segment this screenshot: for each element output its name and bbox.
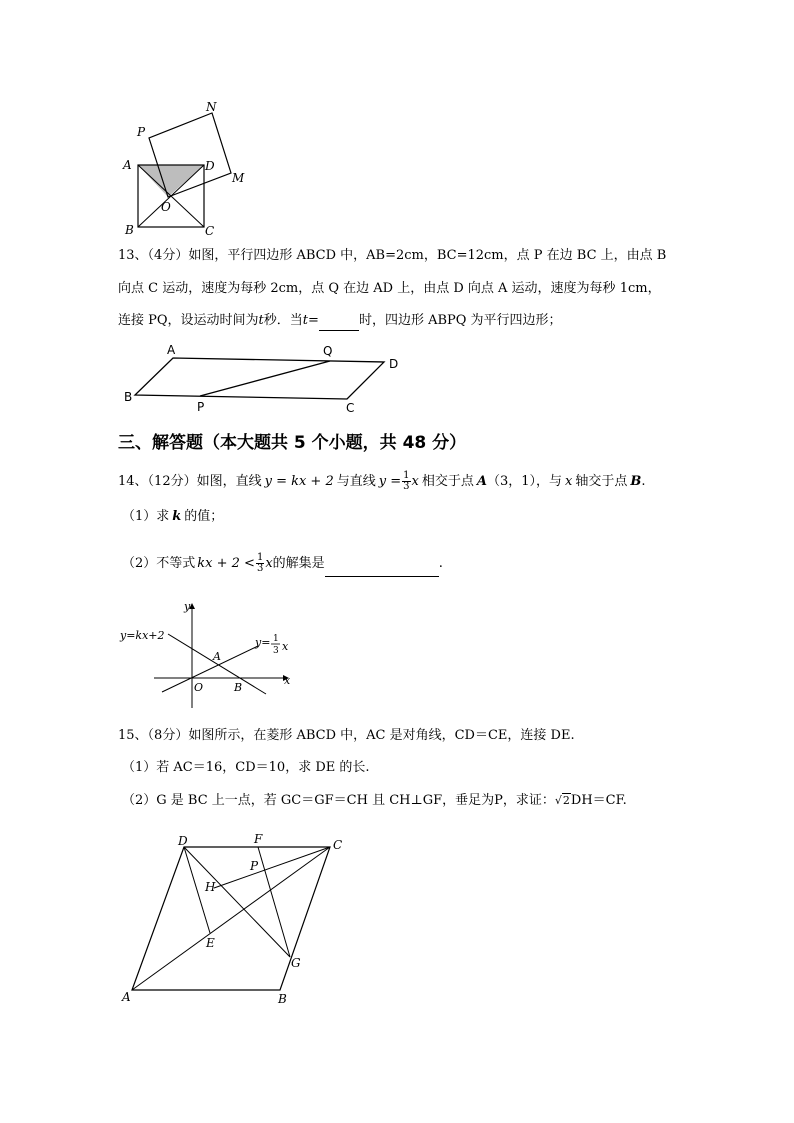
- label-Q: Q: [323, 344, 333, 358]
- q13-answer-blank[interactable]: [319, 312, 359, 331]
- label-B: B: [234, 681, 243, 694]
- label-A: A: [167, 343, 176, 357]
- q14-line1-a: 14、（12分）如图，直线: [118, 474, 262, 489]
- q14-line1-b: 与直线: [336, 474, 376, 489]
- figure-q14: [118, 598, 298, 710]
- label-C: C: [346, 401, 355, 415]
- q13-line3-d: 时，四边形 ABPQ 为平行四边形；: [358, 313, 562, 328]
- label-G: G: [291, 956, 301, 970]
- q14-part2: [122, 552, 443, 577]
- y-axis-label: y: [184, 600, 191, 613]
- q15-part2-a: （2）G 是 BC 上一点，若 GC＝GF＝CH 且 CH⊥GF，垂足为P，求证：: [122, 793, 555, 808]
- label-N: N: [206, 100, 217, 114]
- q13-line3-c: =: [308, 313, 319, 328]
- q15-part2-b: DH＝CF.: [570, 793, 627, 808]
- q14-part2-b: 的解集是: [272, 556, 325, 571]
- q13-line3-b: 秒．当: [263, 313, 303, 328]
- figure-q15: [118, 830, 358, 1010]
- q14-fraction: [402, 471, 410, 492]
- label-P: P: [250, 859, 259, 873]
- q13-line2: 向点 C 运动，速度为每秒 2cm，点 Q 在边 AD 上，由点 D 向点 A 运动，速度为每秒 1cm，: [118, 281, 661, 296]
- line2-frac-num: 1: [273, 634, 279, 644]
- label-A: A: [213, 650, 221, 663]
- q13-var-t: t: [258, 313, 264, 328]
- q15-part1: （1）若 AC＝16，CD＝10，求 DE 的长.: [122, 760, 370, 775]
- q13-line3: [118, 312, 562, 331]
- q14-part1-b: 的值；: [184, 509, 224, 524]
- q14-eq1: y = kx + 2: [264, 474, 334, 489]
- label-H: H: [205, 880, 216, 894]
- q13-line3-a: 连接 PQ，设运动时间为: [118, 313, 259, 328]
- q15-line1: 15、（8分）如图所示，在菱形 ABCD 中，AC 是对角线，CD＝CE，连接 DE.: [118, 728, 575, 743]
- sqrt-radicand: 2: [562, 794, 570, 807]
- label-C: C: [333, 838, 343, 852]
- label-D: D: [389, 357, 399, 371]
- line1-label: y=kx+2: [120, 629, 165, 642]
- q14-part1-a: （1）求: [122, 509, 170, 524]
- q14-line1-f: .: [641, 474, 646, 489]
- q14-inequality: kx + 2 <: [197, 556, 255, 571]
- label-O: O: [194, 681, 204, 694]
- label-O: O: [161, 200, 171, 214]
- label-B: B: [125, 223, 134, 237]
- q14-part2-c: .: [438, 556, 443, 571]
- line2-label: y=: [255, 636, 271, 649]
- q14-part2-a: （2）不等式: [122, 556, 196, 571]
- figure-q12: [118, 98, 258, 240]
- q14-part2-fraction: [256, 553, 264, 574]
- frac-den: 3: [256, 563, 264, 574]
- q14-answer-blank[interactable]: [325, 552, 439, 577]
- q14-xaxis: x: [565, 474, 573, 489]
- q14-part1: [122, 508, 223, 526]
- line2-x: x: [282, 640, 289, 653]
- label-P: P: [197, 400, 205, 414]
- sqrt-symbol: √2: [554, 794, 570, 807]
- label-F: F: [254, 832, 263, 846]
- label-E: E: [206, 936, 215, 950]
- q14-eq2-x: x: [411, 474, 419, 489]
- label-B: B: [278, 992, 287, 1006]
- label-D: D: [178, 834, 188, 848]
- q14-part2-x: x: [265, 556, 273, 571]
- q14-point-B: B: [630, 474, 642, 489]
- label-A: A: [123, 158, 132, 172]
- figure-q13: [118, 340, 418, 418]
- q13-line1: 13、（4分）如图，平行四边形 ABCD 中，AB=2cm，BC=12cm，点 P 在边 BC 上，由点 B: [118, 248, 667, 263]
- line2-frac-den: 3: [273, 646, 279, 656]
- frac-num: 1: [256, 552, 264, 563]
- label-B: B: [124, 390, 133, 404]
- q14-line1: [118, 470, 646, 494]
- q14-line1-c: 相交于点: [421, 474, 474, 489]
- q14-line1-e: 轴交于点: [575, 474, 628, 489]
- q14-point-A: A: [476, 474, 487, 489]
- q13-var-t2: t: [302, 313, 309, 328]
- label-A: A: [122, 990, 131, 1004]
- q14-line1-d: （3，1），与: [486, 474, 562, 489]
- label-M: M: [232, 171, 245, 185]
- label-D: D: [205, 159, 215, 173]
- label-C: C: [205, 224, 215, 238]
- q14-var-k: k: [172, 509, 182, 524]
- label-P: P: [137, 125, 146, 139]
- q14-eq2-y: y =: [378, 474, 402, 489]
- x-axis-label: x: [284, 674, 291, 687]
- q15-part2: [122, 791, 627, 811]
- frac-den: 3: [403, 481, 410, 492]
- frac-num: 1: [403, 470, 410, 481]
- section-heading: 三、解答题（本大题共 5 个小题，共 48 分）: [118, 433, 467, 453]
